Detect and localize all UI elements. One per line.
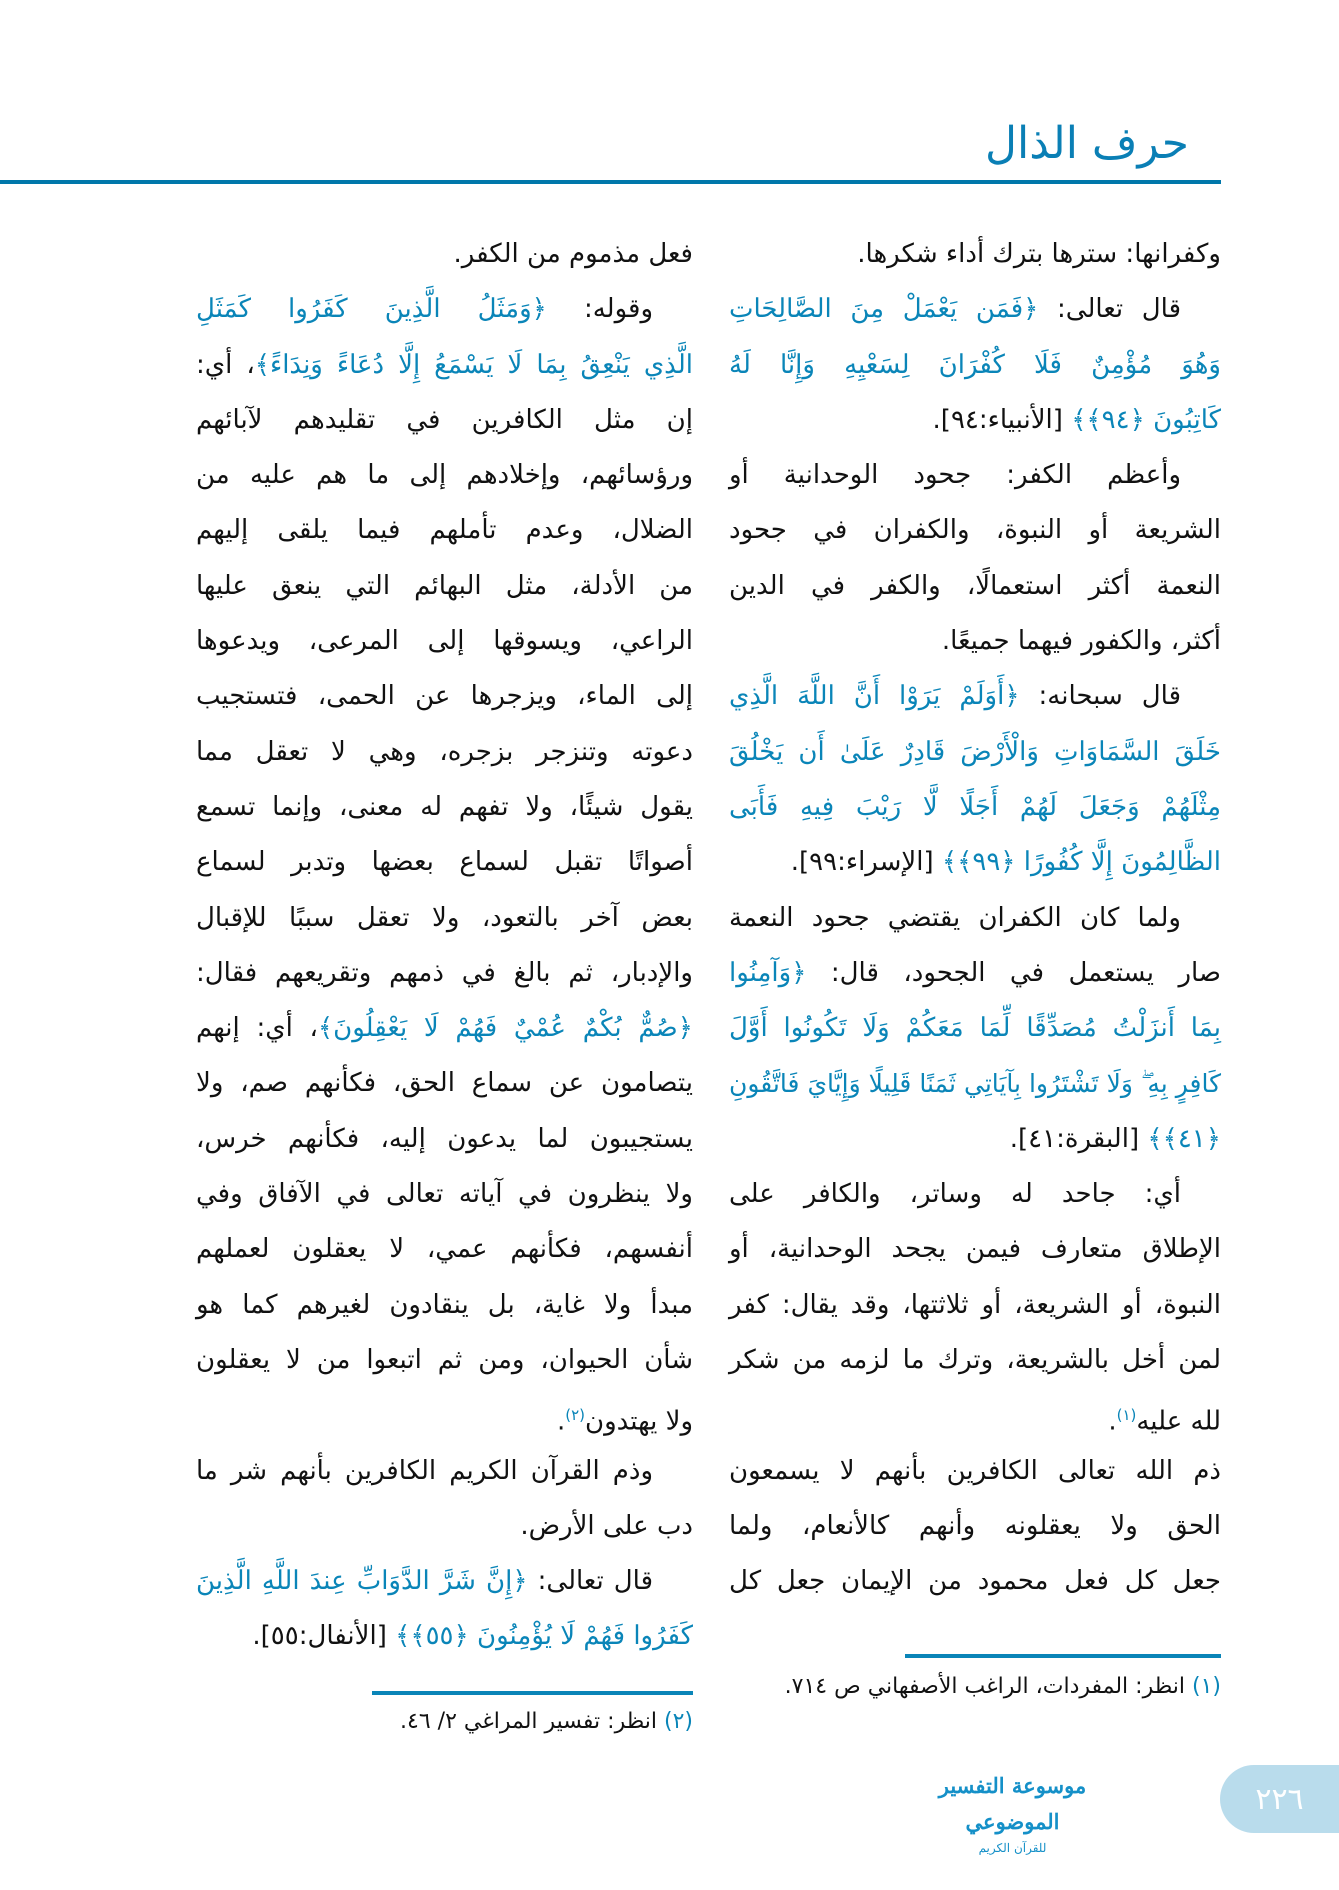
body-text: من الأدلة، مثل البهائم التي ينعق عليها — [196, 570, 693, 601]
footnote-rule-right — [905, 1654, 1221, 1658]
text-line — [196, 1056, 693, 1111]
logo-title: موسوعة التفسير الموضوعي — [938, 1773, 1087, 1834]
quran-verse: كَاتِبُونَ ﴿٩٤﴾﴾ — [1071, 404, 1221, 435]
text-line — [196, 1278, 693, 1333]
body-text: يستجيبون لما يدعون إليه، فكأنهم خرس، — [196, 1123, 693, 1154]
text-line — [196, 503, 693, 558]
text-line — [196, 669, 693, 724]
text-line — [729, 448, 1221, 503]
text-line — [196, 1001, 693, 1056]
header-rule — [0, 180, 1221, 184]
quran-verse: الَّذِي يَنْعِقُ بِمَا لَا يَسْمَعُ إِلَّا دُعَاءً وَنِدَاءً﴾ — [254, 349, 693, 380]
text-line — [196, 559, 693, 614]
body-text: ، أي: إنهم — [196, 1013, 318, 1044]
quran-verse: ﴿إِنَّ شَرَّ الدَّوَابِّ عِندَ اللَّهِ الَّذِينَ — [196, 1566, 528, 1597]
text-line — [196, 835, 693, 890]
footnote-right — [729, 1670, 1221, 1704]
text-line — [729, 282, 1221, 337]
body-text: الشريعة أو النبوة، والكفران في جحود — [729, 515, 1221, 546]
text-line — [729, 503, 1221, 558]
body-text: إن مثل الكافرين في تقليدهم لآبائهم — [196, 404, 693, 435]
text-line — [729, 559, 1221, 614]
body-text: فعل مذموم من الكفر. — [453, 239, 693, 269]
body-text: بعض آخر بالتعود، ولا تعقل سببًا للإقبال — [196, 902, 693, 933]
text-line — [729, 835, 1221, 890]
text-line — [196, 946, 693, 1001]
body-text: [الأنبياء:٩٤]. — [932, 404, 1072, 435]
body-text: ذم الله تعالى الكافرين بأنهم لا يسمعون — [729, 1455, 1221, 1486]
text-line — [729, 780, 1221, 835]
body-text: قال تعالى: — [1038, 294, 1181, 325]
text-line — [729, 338, 1221, 393]
text-line — [729, 1056, 1221, 1111]
text-line — [729, 614, 1221, 669]
body-text: جعل كل فعل محمود من الإيمان جعل كل — [729, 1566, 1221, 1597]
text-line — [196, 393, 693, 448]
quran-verse: مِثْلَهُمْ وَجَعَلَ لَهُمْ أَجَلًا لَّا رَيْبَ فِيهِ فَأَبَى — [729, 791, 1221, 822]
text-line — [196, 1112, 693, 1167]
encyclopedia-logo — [930, 1768, 1095, 1856]
text-line — [196, 448, 693, 503]
body-text: [الأنفال:٥٥]. — [252, 1621, 396, 1652]
text-line — [729, 1112, 1221, 1167]
footnote-left — [196, 1705, 693, 1739]
text-line — [729, 1444, 1221, 1499]
text-line — [729, 1554, 1221, 1609]
text-line — [196, 227, 693, 282]
body-text: لمن أخل بالشريعة، وترك ما لزمه من شكر — [729, 1344, 1221, 1375]
body-text: ورؤسائهم، وإخلادهم إلى ما هم عليه من — [196, 460, 693, 491]
body-text: أي: جاحد له وساتر، والكافر على — [729, 1179, 1181, 1210]
quran-verse: ﴿أَوَلَمْ يَرَوْا أَنَّ اللَّهَ الَّذِي — [729, 681, 1020, 712]
body-text: أكثر، والكفور فيهما جميعًا. — [941, 626, 1221, 657]
text-line — [729, 1001, 1221, 1056]
text-line — [196, 891, 693, 946]
quran-verse: خَلَقَ السَّمَاوَاتِ وَالْأَرْضَ قَادِرٌ عَلَىٰ أَن يَخْلُقَ — [729, 736, 1221, 767]
body-text: . — [1108, 1406, 1117, 1437]
body-text: دعوته وتنزجر بزجره، وهي لا تعقل مما — [196, 736, 693, 767]
body-text: الإطلاق متعارف فيمن يجحد الوحدانية، أو — [729, 1234, 1221, 1265]
quran-verse: كَفَرُوا فَهُمْ لَا يُؤْمِنُونَ ﴿٥٥﴾﴾ — [395, 1621, 693, 1652]
quran-verse: ﴿وَمَثَلُ الَّذِينَ كَفَرُوا كَمَثَلِ — [196, 294, 547, 325]
body-text: ولا يهتدون — [584, 1406, 693, 1437]
body-text: الحق ولا يعقلونه وأنهم كالأنعام، ولما — [729, 1510, 1221, 1541]
text-line — [196, 1222, 693, 1277]
text-line — [196, 614, 693, 669]
text-line — [729, 1222, 1221, 1277]
text-column-left — [196, 227, 693, 1665]
body-text: أصواتًا تقبل لسماع بعضها وتدبر لسماع — [196, 847, 693, 878]
body-text: الضلال، وعدم تأملهم فيما يلقى إليهم — [196, 515, 693, 546]
text-line — [196, 1499, 693, 1554]
body-text: صار يستعمل في الجحود، قال: — [806, 957, 1221, 988]
text-line — [196, 1167, 693, 1222]
body-text: الراعي، ويسوقها إلى المرعى، ويدعوها — [196, 626, 693, 657]
text-line — [729, 946, 1221, 1001]
text-column-right — [729, 227, 1221, 1609]
footnote-ref: (٢) — [565, 1406, 585, 1425]
body-text: [البقرة:٤١]. — [1009, 1123, 1148, 1154]
footnote-rule-left — [372, 1691, 693, 1695]
page-number-badge: ٢٢٦ — [1220, 1765, 1339, 1833]
body-text: وكفرانها: سترها بترك أداء شكرها. — [857, 239, 1221, 269]
body-text: يتصامون عن سماع الحق، فكأنهم صم، ولا — [196, 1068, 693, 1099]
quran-verse: ﴿فَمَن يَعْمَلْ مِنَ الصَّالِحَاتِ — [729, 294, 1039, 325]
text-line — [729, 1388, 1221, 1443]
text-line — [729, 393, 1221, 448]
text-line — [196, 780, 693, 835]
footnote-number: (١) — [1191, 1674, 1221, 1699]
chapter-title: حرف الذال — [985, 118, 1189, 169]
text-line — [729, 669, 1221, 724]
body-text: ، أي: — [196, 349, 255, 380]
text-line — [729, 1499, 1221, 1554]
logo-subtitle: للقرآن الكريم — [978, 1841, 1047, 1855]
text-line — [196, 1554, 693, 1609]
text-line — [196, 1609, 693, 1664]
quran-verse: بِمَا أَنزَلْتُ مُصَدِّقًا لِّمَا مَعَكُمْ وَلَا تَكُونُوا أَوَّلَ — [729, 1013, 1221, 1044]
body-text: ولما كان الكفران يقتضي جحود النعمة — [729, 902, 1181, 933]
text-line — [729, 891, 1221, 946]
text-line — [196, 1444, 693, 1499]
text-line — [196, 338, 693, 393]
body-text: والإدبار، ثم بالغ في ذمهم وتقريعهم فقال: — [196, 957, 693, 988]
body-text: . — [556, 1406, 566, 1437]
quran-verse: وَهُوَ مُؤْمِنٌ فَلَا كُفْرَانَ لِسَعْيِهِ وَإِنَّا لَهُ — [729, 349, 1221, 380]
quran-verse: ﴿صُمٌّ بُكْمٌ عُمْيٌ فَهُمْ لَا يَعْقِلُونَ﴾ — [317, 1013, 693, 1044]
text-line — [196, 725, 693, 780]
text-line — [196, 1388, 693, 1443]
quran-verse: ﴿٤١﴾﴾ — [1147, 1123, 1221, 1154]
body-text: النعمة أكثر استعمالًا، والكفر في الدين — [729, 570, 1221, 601]
text-line — [729, 227, 1221, 282]
body-text: وذم القرآن الكريم الكافرين بأنهم شر ما — [196, 1455, 653, 1486]
footnote-text: انظر: تفسير المراغي ٢/ ٤٦. — [400, 1709, 664, 1734]
quran-verse: ﴿وَآمِنُوا — [729, 957, 807, 988]
body-text: ولا ينظرون في آياته تعالى في الآفاق وفي — [196, 1179, 693, 1210]
text-line — [729, 1167, 1221, 1222]
body-text: قال تعالى: — [527, 1566, 654, 1597]
footnote-number: (٢) — [663, 1709, 693, 1734]
body-text: إلى الماء، ويزجرها عن الحمى، فتستجيب — [196, 681, 693, 712]
body-text: شأن الحيوان، ومن ثم اتبعوا من لا يعقلون — [196, 1344, 693, 1375]
body-text: أنفسهم، فكأنهم عمي، لا يعقلون لعملهم — [196, 1234, 693, 1265]
body-text: لله عليه — [1136, 1406, 1221, 1437]
text-line — [196, 282, 693, 337]
body-text: [الإسراء:٩٩]. — [790, 847, 942, 878]
body-text: قال سبحانه: — [1019, 681, 1182, 712]
footnote-ref: (١) — [1116, 1406, 1137, 1425]
footnote-text: انظر: المفردات، الراغب الأصفهاني ص ٧١٤. — [784, 1674, 1192, 1699]
text-line — [729, 725, 1221, 780]
body-text: دب على الأرض. — [520, 1510, 693, 1541]
text-line — [729, 1333, 1221, 1388]
body-text: يقول شيئًا، ولا تفهم له معنى، وإنما تسمع — [196, 791, 693, 822]
text-line — [729, 1278, 1221, 1333]
body-text: مبدأ ولا غاية، بل ينقادون لغيرهم كما هو — [196, 1289, 693, 1320]
quran-verse: كَافِرٍ بِهِ ۖ وَلَا تَشْتَرُوا بِآيَاتِي ثَمَنًا قَلِيلًا وَإِيَّايَ فَاتَّقُونِ — [729, 1069, 1221, 1099]
body-text: النبوة، أو الشريعة، أو ثلاثتها، وقد يقال: كفر — [729, 1289, 1221, 1320]
text-line — [196, 1333, 693, 1388]
quran-verse: الظَّالِمُونَ إِلَّا كُفُورًا ﴿٩٩﴾﴾ — [941, 847, 1221, 878]
body-text: وقوله: — [546, 294, 653, 325]
body-text: وأعظم الكفر: جحود الوحدانية أو — [729, 460, 1181, 491]
